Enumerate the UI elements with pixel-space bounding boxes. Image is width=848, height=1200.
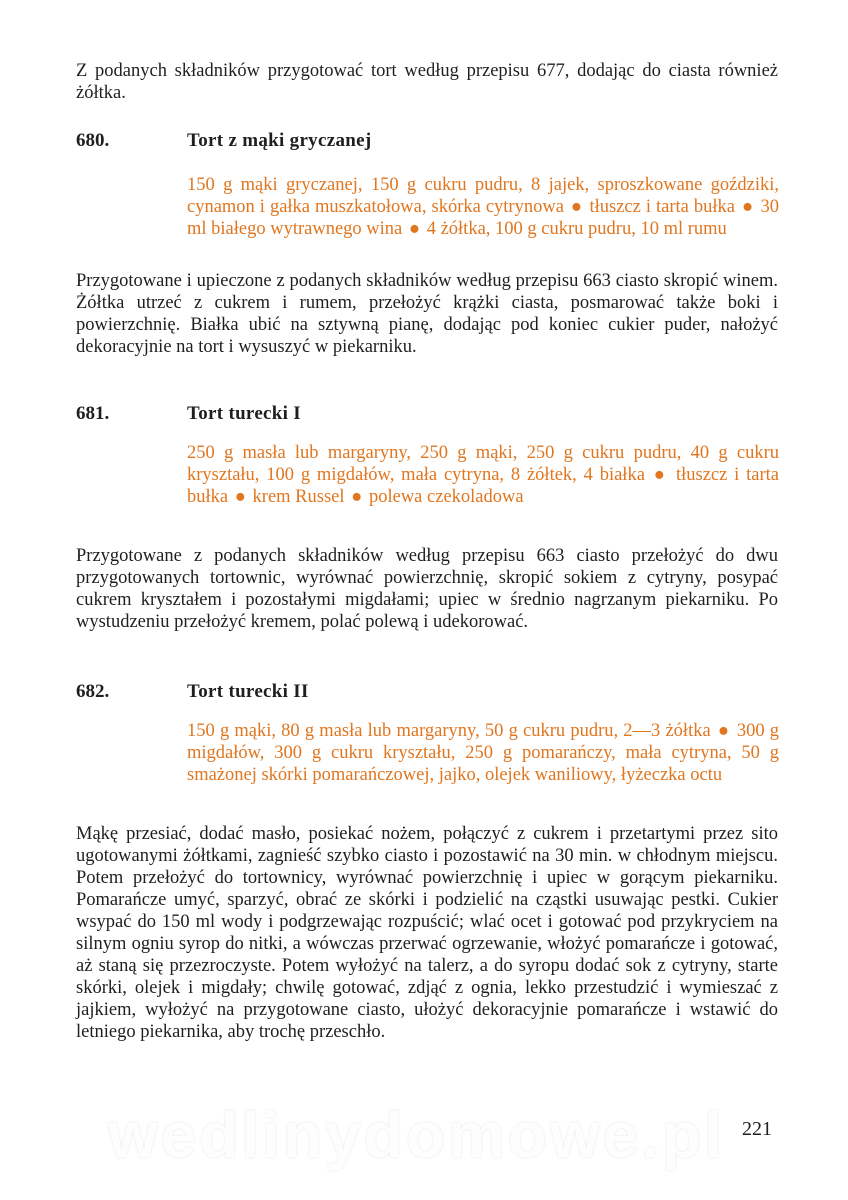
ingredient-group: 150 g mąki, 80 g masła lub margaryny, 50 g cukru pudru, 2—3 żółtka bbox=[187, 721, 711, 741]
ingredient-group: 30 ml białego wytrawnego wina bbox=[187, 197, 779, 239]
bullet-icon: ● bbox=[408, 219, 421, 239]
bullet-icon: ● bbox=[351, 487, 363, 507]
recipe-number: 682. bbox=[76, 681, 110, 702]
ingredient-group: 250 g masła lub margaryny, 250 g mąki, 250 g cukru pudru, 40 g cukru kryształu, 100 g migdałów, mała cytryna, 8 żółtek, 4 białka bbox=[187, 443, 779, 485]
page-number: 221 bbox=[742, 1118, 772, 1140]
ingredients-list bbox=[187, 442, 779, 508]
bullet-icon: ● bbox=[570, 197, 583, 217]
recipe-method: Mąkę przesiać, dodać masło, posiekać nożem, połączyć z cukrem i przetartymi przez sito ugotowanymi żółtkami, zagnieść szybko ciasto i pozostawić na 30 min. w chłodnym miejscu. Potem przełożyć do tortownicy, wyrównać powierzchnię i upiec w gorącym piekarniku. Pomarańcze umyć, sparzyć, obrać ze skórki i podzielić na cząstki usuwając pestki. Cukier wsypać do 150 ml wody i podgrzewając rozpuścić; wlać ocet i gotować pod przykryciem na silnym ogniu syrop do nitki, a wówczas przerwać ogrzewanie, włożyć pomarańcze i gotować, aż staną się przezroczyste. Potem wyłożyć na talerz, a do syropu dodać sok z cytryny, starte skórki, olejek i migdały; chwilę gotować, zdjąć z ognia, lekko przestudzić i wymieszać z jajkiem, wyłożyć na przygotowane ciasto, ułożyć dekoracyjnie pomarańcze i wstawić do letniego piekarnika, aby trochę przeschło. bbox=[76, 824, 778, 1042]
intro-paragraph: Z podanych składników przygotować tort według przepisu 677, dodając do ciasta również żółtka. bbox=[76, 61, 778, 103]
bullet-icon: ● bbox=[717, 721, 730, 741]
ingredient-group: polewa czekoladowa bbox=[368, 487, 524, 507]
ingredients-list bbox=[187, 720, 779, 786]
recipe-number: 680. bbox=[76, 130, 110, 151]
ingredients-list bbox=[187, 174, 779, 240]
bullet-icon: ● bbox=[653, 465, 668, 485]
recipe-title: Tort turecki I bbox=[187, 403, 301, 424]
recipe-title: Tort z mąki gryczanej bbox=[187, 130, 372, 151]
ingredient-group: tłuszcz i tarta bułka bbox=[589, 197, 735, 217]
ingredient-group: 150 g mąki gryczanej, 150 g cukru pudru, 8 jajek, sproszkowane goździki, cynamon i gałka muszkatołowa, skórka cytrynowa bbox=[187, 175, 779, 217]
recipe-number: 681. bbox=[76, 403, 110, 424]
recipe-method: Przygotowane i upieczone z podanych składników według przepisu 663 ciasto skropić winem. Żółtka utrzeć z cukrem i rumem, przełożyć krążki ciasta, posmarować także boki i powierzchnię. Białka ubić na sztywną pianę, dodając pod koniec cukier puder, nałożyć dekoracyjnie na tort i wysuszyć w piekarniku. bbox=[76, 271, 778, 357]
bullet-icon: ● bbox=[234, 487, 246, 507]
bullet-icon: ● bbox=[741, 197, 754, 217]
recipe-method: Przygotowane z podanych składników według przepisu 663 ciasto przełożyć do dwu przygotowanych tortownic, wyrównać powierzchnię, skropić sokiem z cytryny, posypać cukrem kryształem i pozostałymi migdałami; upiec w średnio nagrzanym piekarniku. Po wystudzeniu przełożyć kremem, polać polewą i udekorować. bbox=[76, 546, 778, 632]
ingredient-group: tłuszcz i tarta bułka bbox=[187, 465, 780, 507]
recipe-title: Tort turecki II bbox=[187, 681, 309, 702]
ingredient-group: krem Russel bbox=[252, 487, 345, 507]
ingredient-group: 4 żółtka, 100 g cukru pudru, 10 ml rumu bbox=[426, 219, 727, 239]
watermark: wedlinydomowe.pl bbox=[108, 1099, 725, 1171]
ingredient-group: 300 g migdałów, 300 g cukru kryształu, 250 g pomarańczy, mała cytryna, 50 g smażonej skórki pomarańczowej, jajko, olejek waniliowy, łyżeczka octu bbox=[187, 721, 779, 785]
